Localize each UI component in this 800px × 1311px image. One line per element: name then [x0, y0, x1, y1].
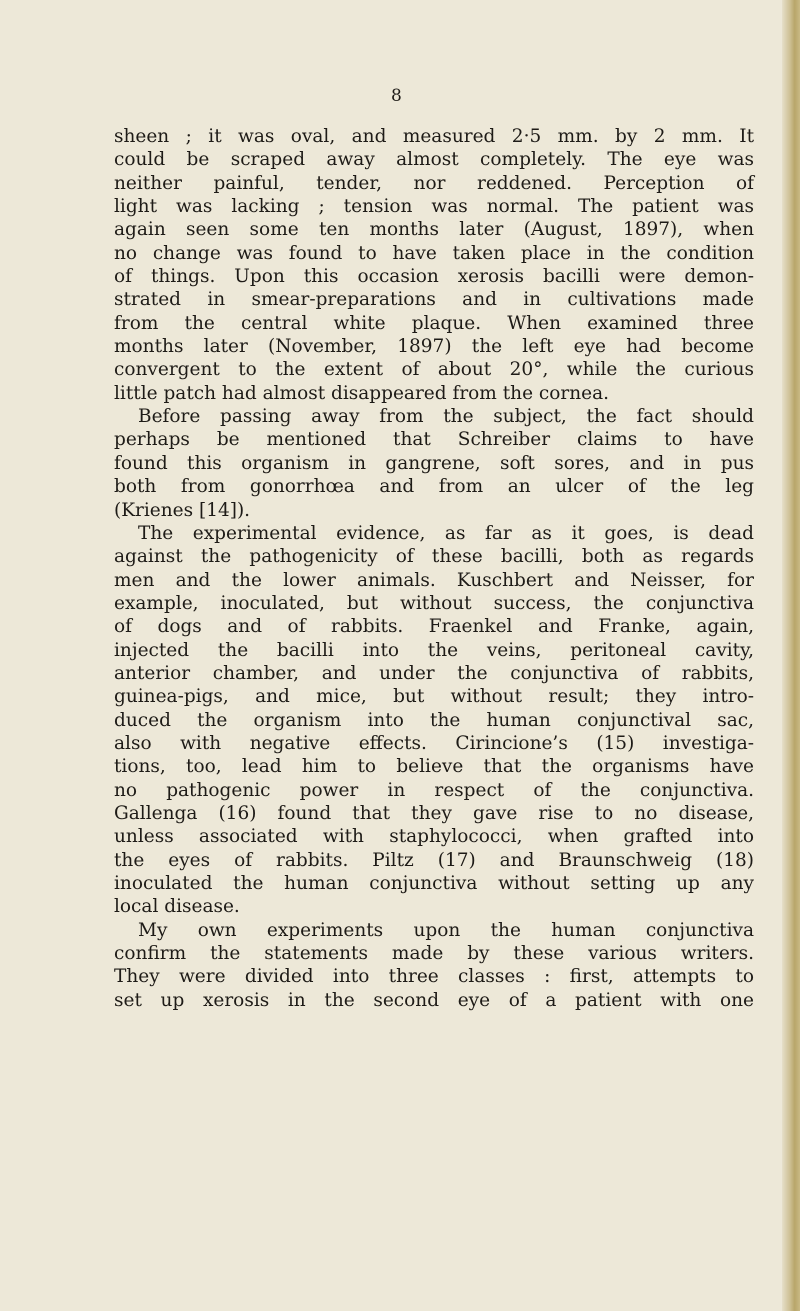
- text-line: neither painful, tender, nor reddened. Perception of: [114, 172, 754, 194]
- text-line: the eyes of rabbits. Piltz (17) and Braunschweig (18): [114, 849, 754, 871]
- text-line: could be scraped away almost completely. The eye was: [114, 149, 754, 171]
- text-line: (Krienes [14]).: [114, 499, 251, 521]
- text-line: no change was found to have taken place in the condition: [114, 242, 754, 264]
- text-line: months later (November, 1897) the left eye had become: [114, 336, 754, 358]
- text-line: anterior chamber, and under the conjunctiva of rabbits,: [114, 662, 754, 684]
- text-line: men and the lower animals. Kuschbert and Neisser, for: [114, 569, 754, 591]
- text-line: injected the bacilli into the veins, peritoneal cavity,: [114, 639, 754, 661]
- text-line: of dogs and of rabbits. Fraenkel and Franke, again,: [114, 616, 754, 638]
- text-line: little patch had almost disappeared from the cornea.: [114, 382, 610, 404]
- text-line: sheen ; it was oval, and measured 2·5 mm. by 2 mm. It: [114, 126, 754, 147]
- text-line: of things. Upon this occasion xerosis bacilli were demon-: [114, 266, 754, 288]
- text-line: My own experiments upon the human conjunctiva: [138, 919, 754, 941]
- body-text: [114, 125, 754, 1012]
- text-line: set up xerosis in the second eye of a patient with one: [114, 989, 754, 1011]
- text-line: both from gonorrhœa and from an ulcer of the leg: [114, 476, 754, 498]
- text-line: against the pathogenicity of these bacilli, both as regards: [114, 546, 754, 568]
- text-line: from the central white plaque. When examined three: [114, 312, 754, 334]
- text-line: again seen some ten months later (August, 1897), when: [114, 219, 754, 241]
- text-line: The experimental evidence, as far as it goes, is dead: [138, 522, 754, 544]
- text-line: unless associated with staphylococci, when grafted into: [114, 826, 754, 848]
- text-line: found this organism in gangrene, soft sores, and in pus: [114, 452, 754, 474]
- text-line: light was lacking ; tension was normal. The patient was: [114, 196, 754, 218]
- text-line: no pathogenic power in respect of the conjunctiva.: [114, 779, 754, 801]
- text-line: confirm the statements made by these various writers.: [114, 943, 754, 965]
- text-line: perhaps be mentioned that Schreiber claims to have: [114, 429, 754, 451]
- text-line: inoculated the human conjunctiva without setting up any: [114, 873, 754, 894]
- text-line: local disease.: [114, 896, 240, 918]
- text-line: tions, too, lead him to believe that the organisms have: [114, 756, 754, 778]
- text-line: example, inoculated, but without success, the conjunctiva: [114, 592, 754, 614]
- text-line: also with negative effects. Cirincione’s (15) investiga-: [114, 732, 754, 754]
- text-line: Before passing away from the subject, the fact should: [138, 406, 754, 428]
- text-line: They were divided into three classes : first, attempts to: [114, 966, 754, 988]
- text-line: strated in smear-preparations and in cultivations made: [114, 289, 754, 311]
- text-line: duced the organism into the human conjunctival sac,: [114, 709, 754, 731]
- text-line: guinea-pigs, and mice, but without result; they intro-: [114, 686, 754, 708]
- page-edge: [782, 0, 800, 1311]
- text-line: Gallenga (16) found that they gave rise to no disease,: [114, 802, 754, 824]
- page-number: 8: [391, 86, 402, 106]
- text-line: convergent to the extent of about 20°, while the curious: [114, 359, 754, 381]
